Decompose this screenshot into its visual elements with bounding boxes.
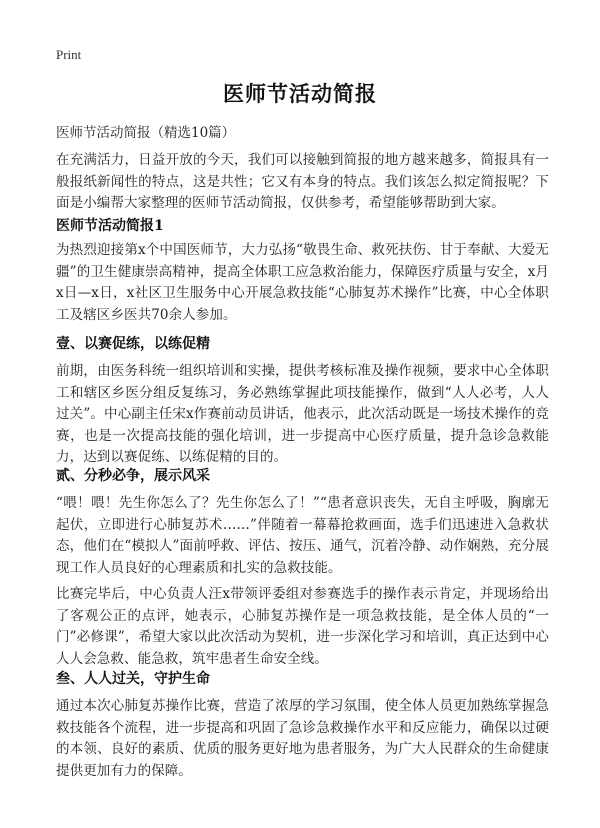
paragraph-2: “喂！喂！先生你怎么了？先生你怎么了！”“患者意识丧失，无自主呼吸，胸廓无起伏，立即进行心肺复苏术……”伴随着一幕幕抢救画面，选手们迅速进入急救状态，他们在“模拟人”面前呼救、评估、按压、通气，沉着冷静、动作娴熟，充分展现工作人员良好的心理素质和扎实的急救技能。	[56, 495, 549, 576]
paragraph-1-block	[56, 361, 549, 469]
heading-1-block	[56, 333, 549, 353]
section-heading-block	[56, 215, 549, 235]
intro-block	[56, 150, 549, 215]
heading-2-block	[56, 465, 549, 485]
paragraph-4: 通过本次心肺复苏操作比赛，营造了浓厚的学习氛围，使全体人员更加熟练掌握急救技能各个流程，进一步提高和巩固了急诊急救操作水平和反应能力，确保以过硬的本领、良好的素质、优质的服务更好地为患者服务，为广大人民群众的生命健康提供更加有力的保障。	[56, 698, 549, 779]
print-link[interactable]: Print	[56, 47, 82, 62]
heading-2: 贰、分秒必争，展示风采	[56, 468, 210, 484]
paragraph-4-block	[56, 696, 549, 782]
paragraph-1: 前期，由医务科统一组织培训和实操，提供考核标准及操作视频，要求中心全体职工和辖区乡医分组反复练习，务必熟练掌握此项技能操作，做到“人人必考，人人过关”。中心副主任宋x作赛前动员讲话，他表示，此次活动既是一场技术操作的竞赛，也是一次提高技能的强化培训，进一步提高中心医疗质量，提升急诊急救能力，达到以赛促练、以练促精的目的。	[56, 363, 549, 465]
intro-paragraph: 在充满活力，日益开放的今天，我们可以接触到简报的地方越来越多，简报具有一般报纸新闻性的特点，这是共性；它又有本身的特点。我们该怎么拟定简报呢？下面是小编帮大家整理的医师节活动简报，仅供参考，希望能够帮助到大家。	[56, 152, 549, 211]
subtitle: 医师节活动简报（精选10篇）	[56, 125, 236, 141]
section-paragraph: 为热烈迎接第x个中国医师节，大力弘扬“敬畏生命、救死扶伤、甘于奉献、大爱无疆”的卫生健康崇高精神，提高全体职工应急救治能力，保障医疗质量与安全，x月x日—x日，x社区卫生服务中心开展急救技能“心肺复苏术操作”比赛，中心全体职工及辖区乡医共70余人参加。	[56, 242, 549, 323]
paragraph-3-block	[56, 584, 549, 670]
heading-3: 叁、人人过关，守护生命	[56, 671, 210, 687]
section-paragraph-block	[56, 240, 549, 326]
heading-3-block	[56, 668, 549, 688]
paragraph-3: 比赛完毕后，中心负责人汪x带领评委组对参赛选手的操作表示肯定，并现场给出了客观公正的点评，她表示，心肺复苏操作是一项急救技能，是全体人员的“一门”必修课”，希望大家以此次活动为契机，进一步深化学习和培训，真正达到中心人人会急救、能急救，筑牢患者生命安全线。	[56, 586, 549, 667]
page-title: 医师节活动简报	[223, 81, 377, 106]
section-title: 医师节活动简报1	[56, 218, 164, 234]
heading-1: 壹、以赛促练，以练促精	[56, 336, 210, 352]
paragraph-2-block	[56, 493, 549, 579]
